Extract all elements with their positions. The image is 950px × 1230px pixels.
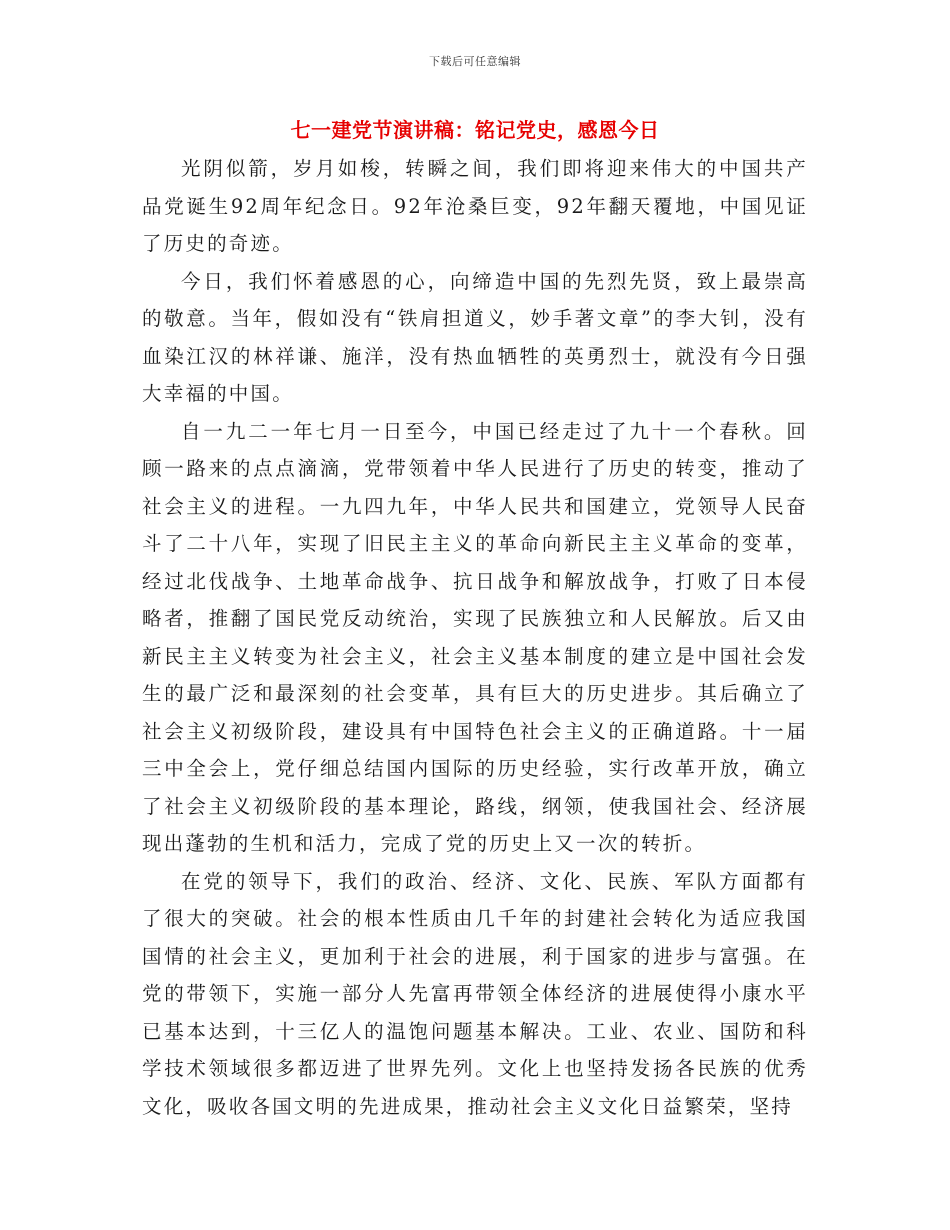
paragraph-1: 光阴似箭，岁月如梭，转瞬之间，我们即将迎来伟大的中国共产品党诞生92周年纪念日。92年沧桑巨变，92年翻天覆地，中国见证了历史的奇迹。 [142,157,808,255]
page-title: 七一建党节演讲稿：铭记党史，感恩今日 [290,118,660,142]
paragraph-2: 今日，我们怀着感恩的心，向缔造中国的先烈先贤，致上最崇高的敬意。当年，假如没有“铁肩担道义，妙手著文章”的李大钊，没有血染江汉的林祥谦、施洋，没有热血牺牲的英勇烈士，就没有今日强大幸福的中国。 [142,269,808,405]
paragraph-3: 自一九二一年七月一日至今，中国已经走过了九十一个春秋。回顾一路来的点点滴滴，党带领着中华人民进行了历史的转变，推动了社会主义的进程。一九四九年，中华人民共和国建立，党领导人民奋斗了二十八年，实现了旧民主主义的革命向新民主主义革命的变革，经过北伐战争、土地革命战争、抗日战争和解放战争，打败了日本侵略者，推翻了国民党反动统治，实现了民族独立和人民解放。后又由新民主主义转变为社会主义，社会主义基本制度的建立是中国社会发生的最广泛和最深刻的社会变革，具有巨大的历史进步。其后确立了社会主义初级阶段，建设具有中国特色社会主义的正确道路。十一届三中全会上，党仔细总结国内国际的历史经验，实行改革开放，确立了社会主义初级阶段的基本理论，路线，纲领，使我国社会、经济展现出蓬勃的生机和活力，完成了党的历史上又一次的转折。 [142,419,808,855]
header-note: 下载后可任意编辑 [429,55,521,68]
paragraph-4: 在党的领导下，我们的政治、经济、文化、民族、军队方面都有了很大的突破。社会的根本性质由几千年的封建社会转化为适应我国国情的社会主义，更加利于社会的进展，利于国家的进步与富强。在党的带领下，实施一部分人先富再带领全体经济的进展使得小康水平已基本达到，十三亿人的温饱问题基本解决。工业、农业、国防和科学技术领域很多都迈进了世界先列。文化上也坚持发扬各民族的优秀文化，吸收各国文明的先进成果，推动社会主义文化日益繁荣，坚持 [142,869,808,1118]
body-text [142,150,808,1125]
